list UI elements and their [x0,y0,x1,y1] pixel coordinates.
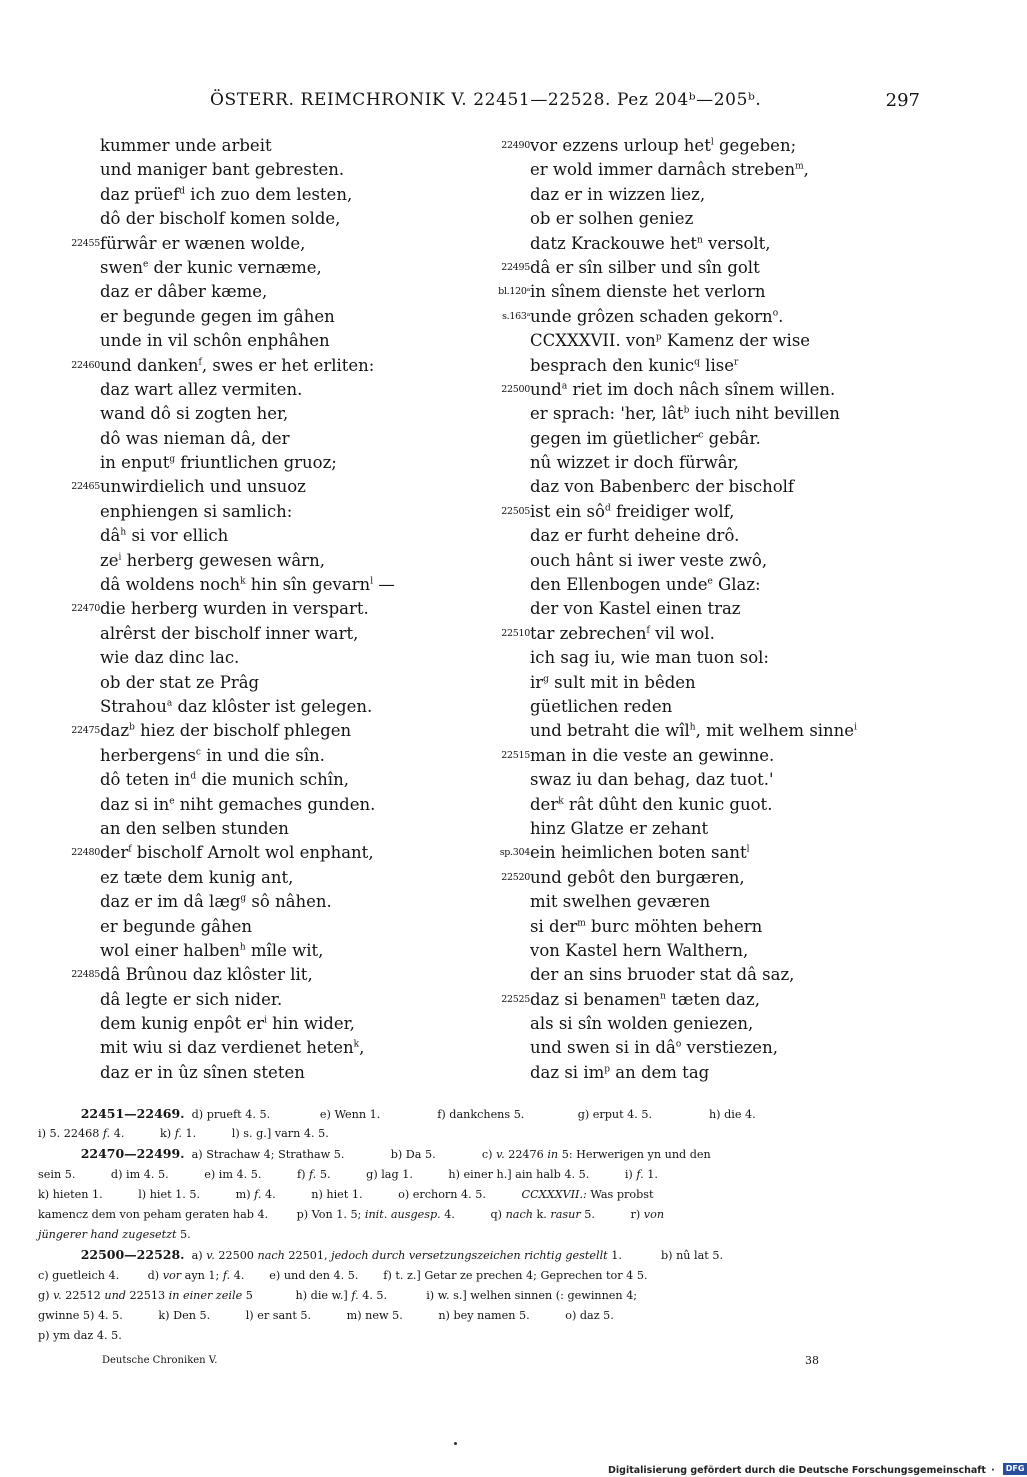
verse-text: in sînem dienste het verlorn [530,282,766,302]
verse-number: 22490 [501,140,530,151]
verse-line [60,597,480,621]
verse-line [490,939,920,963]
verse-line [490,451,920,475]
verse-text: und maniger bant gebresten. [100,160,345,180]
verse-text: vor ezzens urloup het$^l$ gegeben; [530,136,797,155]
verse-line [60,158,480,182]
verse-line [490,134,920,158]
dfg-logo-icon: DFG [1003,1463,1027,1475]
verse-line [490,232,920,256]
verse-number: 22520 [501,871,530,883]
verse-text: und swen si in $dâ^o$ verstiezen, [530,1038,778,1058]
verse-line [490,622,920,646]
verse-line [490,768,920,792]
dfg-funding-banner [608,1458,1027,1476]
verse-text: ich sag iu, wie man tuon sol: [530,648,769,668]
signature-mark: 38 [805,1354,819,1367]
verse-text: nû wizzet ir doch fürwâr, [530,453,739,473]
verse-line [490,1012,920,1036]
verse-text: datz Krackouwe het$^n$ versolt, [530,233,771,253]
verse-line [60,744,480,768]
verse-text: dem kunig enpôt $er^i$ hin wider, [100,1014,355,1034]
verse-line [490,793,920,817]
verse-line [60,841,480,865]
verse-text: mit wiu si daz verdienet heten$^k$, [100,1038,365,1058]
left-verse-column [60,134,480,1085]
series-footer: Deutsche Chroniken V. [102,1355,218,1366]
verse-line [60,719,480,743]
footnote-line: 22451—22469. d) prueft 4. 5. e) Wenn 1. f) dankchens 5. g) erput 4. 5. h) die 4. [80,1106,756,1121]
verse-text: und$^a$ riet im doch nâch sînem willen. [530,379,836,399]
verse-line [490,549,920,573]
verse-text: man in die veste an gewinne. [530,745,775,765]
verse-text: in enput$^g$ friuntlichen gruoz; [100,453,337,473]
footnote-line: g) v. 22512 und 22513 in einer zeile 5 h) die w.] f. 4. 5. i) w. s.] welhen sinnen (: gewinnen 4; [38,1288,638,1302]
verse-text: der$^k$ rât dûht den kunic guot. [530,794,773,814]
verse-text: daz er furht deheine drô. [530,526,740,546]
verse-line [60,988,480,1012]
verse-text: daz si $im^p$ an dem tag [530,1062,710,1082]
verse-text: daz prüef$^d$ ich zuo dem lesten, [100,184,353,204]
verse-text: tar zebrechen$^f$ vil wol. [530,623,715,643]
verse-number: 22480 [71,847,100,859]
verse-text: ein heimlichen boten sant$^l$ [530,843,750,863]
verse-line [60,500,480,524]
verse-line [490,646,920,670]
verse-text: daz er in wizzen liez, [530,184,706,204]
verse-text: dâ Brûnou daz klôster lit, [100,965,313,985]
verse-line [60,329,480,353]
verse-line [60,280,480,304]
verse-text: alrêrst der bischolf inner wart, [100,623,359,643]
verse-line [60,622,480,646]
verse-line [60,768,480,792]
verse-number: 22515 [501,749,530,761]
verse-text: den Ellenbogen unde$^e$ Glaz: [530,575,761,595]
header-title: ÖSTERR. REIMCHRONIK V. 22451—22528. Pez 204ᵇ—205ᵇ. [210,90,762,110]
verse-text: daz von Babenberc der bischolf [530,477,795,497]
verse-text: daz wart allez vermiten. [100,379,303,399]
verse-line [60,573,480,597]
verse-line [60,549,480,573]
verse-line [490,963,920,987]
verse-line [490,524,920,548]
verse-line [490,256,920,280]
verse-line [490,305,920,329]
verse-text: daz$^b$ hiez der bischolf phlegen [100,721,352,741]
verse-line [490,817,920,841]
footnote-line: kamencz dem von peham geraten hab 4. p) Von 1. 5; init. ausgesp. 4. q) nach k. rasur 5. r) von [38,1207,665,1221]
verse-text: ist ein $sô^d$ freidiger wolf, [530,501,735,521]
verse-number: 22455 [71,237,100,249]
verse-line [60,817,480,841]
verse-text: ez tæte dem kunig ant, [100,867,294,887]
verse-text: unde in vil schôn enphâhen [100,331,330,351]
verse-text: Strahou$^a$ daz klôster ist gelegen. [100,696,373,716]
verse-line [490,207,920,231]
verse-line [490,915,920,939]
verse-number: 22475 [71,725,100,737]
verse-line [60,1061,480,1085]
running-header [60,90,920,114]
verse-text: unde grôzen schaden gekorn$^o$. [530,306,784,326]
verse-line [490,183,920,207]
dfg-separator: · [991,1465,995,1476]
verse-text: güetlichen reden [530,696,673,716]
footnote-line: sein 5. d) im 4. 5. e) im 4. 5. f) f. 5. g) lag 1. h) einer h.] ain halb 4. 5. i) f. 1. [38,1167,658,1181]
verse-text: daz er dâber kæme, [100,282,268,302]
verse-line [60,890,480,914]
verse-number: 22465 [71,481,100,493]
right-verse-column [490,134,920,1085]
verse-text: $ir^g$ sult mit in bêden [530,672,696,692]
verse-text: unwirdielich und unsuoz [100,477,306,497]
verse-number: 22485 [71,969,100,981]
footnote-line: jüngerer hand zugesetzt 5. [38,1228,191,1242]
verse-line [60,475,480,499]
verse-line [60,915,480,939]
footnote-line: gwinne 5) 4. 5. k) Den 5. l) er sant 5. m) new 5. n) bey namen 5. o) daz 5. [38,1308,614,1322]
verse-text: hinz Glatze er zehant [530,818,709,838]
verse-line [60,134,480,158]
verse-text: CCXXXVII. von$^p$ Kamenz der wise [530,331,811,351]
verse-text: si der$^m$ burc möhten behern [530,916,763,936]
verse-line [60,866,480,890]
verse-line [490,427,920,451]
verse-line [60,232,480,256]
verse-number: 22525 [501,993,530,1005]
verse-line [60,183,480,207]
verse-text: kummer unde arbeit [100,136,272,155]
verse-line [490,671,920,695]
verse-line [60,427,480,451]
verse-line [490,866,920,890]
verse-text: der$^f$ bischolf Arnolt wol enphant, [100,843,374,863]
verse-text: und betraht die wîl$^h$, mit welhem sinne$^i$ [530,721,857,741]
verse-line [60,207,480,231]
verse-text: mit swelhen geværen [530,892,711,912]
verse-line [490,500,920,524]
verse-text: und gebôt den burgæren, [530,867,745,887]
verse-line [490,354,920,378]
verse-line [490,573,920,597]
footnote-line: i) 5. 22468 f. 4. k) f. 1. l) s. g.] varn 4. 5. [38,1127,329,1141]
verse-text: swen$^e$ der kunic vernæme, [100,257,322,277]
footnote-line: c) guetleich 4. d) vor ayn 1; f. 4. e) und den 4. 5. f) t. z.] Getar ze prechen 4; Geprechen tor 4 5. [38,1268,648,1282]
footnote-line: 22500—22528. a) v. 22500 nach 22501, jedoch durch versetzungszeichen richtig gestellt 1. b) nû lat 5. [80,1247,724,1263]
verse-line [490,890,920,914]
page-number: 297 [885,90,920,111]
verse-text: dô der bischolf komen solde, [100,209,341,229]
verse-number: 22505 [501,505,530,517]
verse-line [490,280,920,304]
verse-text: daz si benamen$^n$ tæten daz, [530,989,760,1009]
verse-text: wie daz dinc lac. [100,648,240,668]
verse-text: wand dô si zogten her, [100,404,289,424]
dfg-funding-text: Digitalisierung gefördert durch die Deutsche Forschungsgemeinschaft [608,1465,986,1476]
verse-text: er wold immer darnâch streben$^m$, [530,160,809,180]
verse-line [490,475,920,499]
verse-line [60,1012,480,1036]
footnote-line: p) ym daz 4. 5. [38,1329,122,1343]
verse-text: die herberg wurden in verspart. [100,599,369,619]
verse-text: er begunde gegen im gâhen [100,306,335,326]
verse-text: daz er im dâ læg$^g$ sô nâhen. [100,892,332,912]
verse-line [60,793,480,817]
verse-line [490,1061,920,1085]
verse-text: der an sins bruoder stat dâ saz, [530,965,795,985]
verse-number: 22470 [71,603,100,615]
verse-line [490,719,920,743]
verse-number: bl.120ᵃ [498,286,530,298]
verse-line [60,1036,480,1060]
verse-line [490,158,920,182]
verse-text: und danken$^f$, swes er het erliten: [100,355,375,375]
verse-text: der von Kastel einen traz [530,599,741,619]
verse-text: fürwâr er wænen wolde, [100,233,306,253]
verse-text: dâ woldens noch$^k$ hin sîn gevarn$^l$ — [100,575,395,595]
verse-number: 22495 [501,261,530,273]
verse-text: dâ er sîn silber und sîn golt [530,257,760,277]
verse-line [60,402,480,426]
verse-line [490,402,920,426]
verse-line [490,988,920,1012]
verse-text: swaz iu dan behag, daz tuot.' [530,770,774,790]
verse-text: als si sîn wolden geniezen, [530,1014,754,1034]
verse-line [60,695,480,719]
verse-text: an den selben stunden [100,818,289,838]
verse-line [490,378,920,402]
verse-text: er sprach: 'her, lât$^b$ iuch niht bevillen [530,404,840,424]
verse-line [60,963,480,987]
verse-text: ob er solhen geniez [530,209,694,229]
verse-line [490,744,920,768]
verse-line [490,1036,920,1060]
verse-text: daz er in ûz sînen steten [100,1062,305,1082]
verse-text: dô was nieman dâ, der [100,428,290,448]
verse-text: wol einer halben$^h$ mîle wit, [100,940,324,960]
verse-text: ouch hânt si iwer veste zwô, [530,550,768,570]
verse-line [60,671,480,695]
footnote-line: k) hieten 1. l) hiet 1. 5. m) f. 4. n) hiet 1. o) erchorn 4. 5. CCXXXVII.: Was probst [38,1187,654,1201]
verse-text: er begunde gâhen [100,916,253,936]
verse-line [490,841,920,865]
verse-line [60,524,480,548]
verse-line [490,597,920,621]
verse-text: dô teten $in^d$ die munich schîn, [100,770,349,790]
verse-number: s.163ᵃ [502,310,530,322]
verse-number: 22510 [501,627,530,639]
verse-number: 22460 [71,359,100,371]
verse-number: 22500 [501,383,530,395]
verse-text: besprach den kunic$^q$ lise$^r$ [530,355,739,375]
verse-text: $ze^i$ herberg gewesen wârn, [100,550,325,570]
verse-line [60,354,480,378]
verse-text: enphiengen si samlich: [100,501,293,521]
scan-speck [454,1442,457,1445]
verse-text: daz si $in^e$ niht gemaches gunden. [100,794,376,814]
verse-line [490,695,920,719]
verse-line [60,646,480,670]
verse-line [490,329,920,353]
footnotes-apparatus [38,1104,908,1346]
verse-line [60,256,480,280]
verse-text: dâ legte er sich nider. [100,989,283,1009]
verse-line [60,305,480,329]
verse-text: $dâ^h$ si vor ellich [100,526,229,546]
verse-text: herbergens$^c$ in und die sîn. [100,745,325,765]
verse-number: sp.304 [499,847,530,859]
verse-text: ob der stat ze Prâg [100,672,260,692]
footnote-line: 22470—22499. a) Strachaw 4; Strathaw 5. b) Da 5. c) v. 22476 in 5: Herwerigen yn und den [80,1146,711,1162]
verse-text: gegen im güetlicher$^c$ gebâr. [530,428,761,448]
verse-line [60,451,480,475]
verse-line [60,939,480,963]
verse-line [60,378,480,402]
verse-text: von Kastel hern Walthern, [530,940,749,960]
